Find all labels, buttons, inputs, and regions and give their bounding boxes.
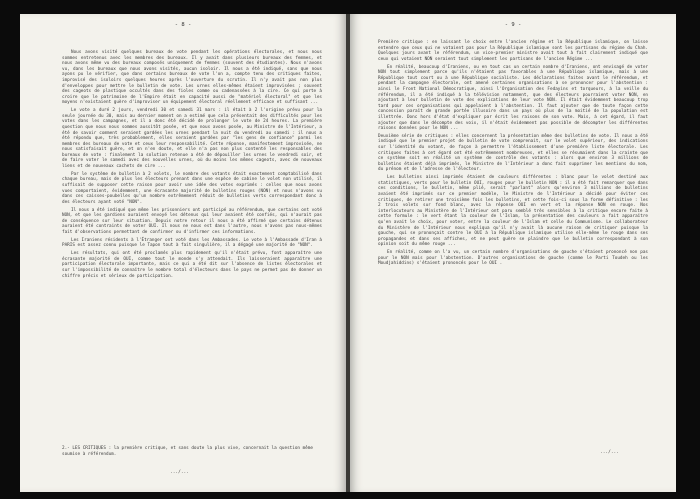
body-text [62,50,322,281]
page-number: - 9 - [504,22,522,28]
paragraph: Première critique : en laissant le choix entre l'ancien régime et la République islamique, on laisse entendre que ceux qui ne votaient pas pour la République islamique sont les partisans du régime du Chah. Quelques jours avant le référendum, un vice-premier ministre avait tout à fait clairement indiqué que ceux qui votaient NON seraient tout simplement les partisans de l'ancien Régime ... [378,40,648,62]
paragraph: Le vote a duré 2 jours, vendredi 30 et samedi 31 mars : il était à 2 l'origine prévu pour la seule journée du 30, mais au dernier moment on a estimé que cela présentait des difficultés pour les votes dans les campagnes, et il a donc été décidé de prolonger le vote de 24 heures. La première question que nous nous sommes aussitôt posée, et que nous avons posée, au Ministre de l'Intérieur, a été de savoir comment seraient gardées les urnes pendant la nuit du vendredi au samedi : il nous a été répondu que, très probablement, elles seraient gardées par "les gens de confiance" parmi les membres des bureaux de vote et ceux leur responsabilité. Cette réponse, manifestement improvisée, ne nous satisfaisait guère, et on n'en doute, et elle n'a pas non plus contenté les responsables des bureaux de vote : finalement la solution retenue a été de dépouiller les urnes le vendredi soir, et de faire voter le samedi avec des nouvelles urnes, où du moins les mêmes cageots, avec de nouveaux liens et de nouveaux cachets de cire ... [62,108,322,170]
open-book [20,14,676,492]
continuation-mark: .../... [170,470,189,475]
left-page [20,14,346,492]
paragraph: Nous avons visité quelques bureaux de vote pendant les opérations électorales, et nous nous sommes entretenus avec les membres des bureaux. Il y avait dans plusieurs bureaux des femmes, et nous avons même vu des bureaux composés uniquement de femmes (souvent des étudiantes). Nous n'avons vu, dans les bureaux que nous avons visités, aucun isoloir. Il nous a été indiqué, sans que nous ayons pu le vérifier, que dans certains bureaux de vote l'on a, compte tenu des critiques faites, improvisé des isoloirs quelques heures après l'ouverture du scrutin. Il n'y avait pas non plus d'enveloppes pour mettre le bulletin de vote. Les urnes elles-mêmes étaient improvisées ; souvent des cageots de plastique occultés dans des fioles comme ou cadenassées à la cire. Ce qui porte à croire que le patrimoine de l'Empire était en capacité aussi de "matériel électoral" et que les moyens n'existaient guère d'improviser un équipement électoral réellement efficace et suffisant ... [62,50,322,106]
page-number: - 8 - [174,22,192,28]
paragraph: Les résultats, qui ont été proclamés plus rapidement qu'il n'était prévu, font apparaître une écrasante majorité de OUI, comme tout le monde s'y attendait. Ils laisseraient apparaître une participation électorale importante, mais ce qui a été dit sur l'absence de listes électorales et sur l'impossibilité de connaître le nombre total d'électeurs dans le pays ne permet pas de donner un chiffre précis et sérieux de participation. [62,251,322,279]
paragraph: Deuxième série de critiques : elles concernent la présentation même des bulletins de vote. Il nous a été indiqué que le premier projet de bulletin de vote comprenait, sur le volet supérieur, des indications sur l'identité du votant, de façon à permettre l'établissement d'une première liste électorale. Les critiques faites à cet égard ont été extrêmement nombreuses, et elles se résumaient dans la crainte que ce système soit en réalité un système de contrôle des votants : alors que environ 3 millions de bulletins étaient déjà imprimés, le Ministre de l'Intérieur a donc fait supprimer les mentions du nom, du prénom et de l'adresse de l'électeur. [378,133,648,173]
paragraph: Par le système de bulletin à 2 volets, le nombre des votants était exactement comptabilisé dans chaque bureau, mais de plus les électeurs prenant dans une espèce de cabine le volet non utilisé, il suffisait de supposer cette raison pour avoir une idée des votes exprimés : celles que nous avons vues comportaient, évidemment, une écrasante majorité de bulletins rouges (NON) et nous n'avons vu dans ces caisses-poubelles qu'un nombre extrêmement réduit de bulletins verts correspondant donc à des électeurs ayant voté "NON". [62,171,322,205]
body-text [378,40,648,269]
section-heading: 2.- LES CRITIQUES : la première critique, et sans doute la plus vive, concernait la question même soumise à référendum. [62,446,313,457]
paragraph: Les bulletins ainsi imprimés étaient de couleurs différentes : blanc pour le volet destiné aux statistiques, verts pour le bulletin OUI, rouges pour le bulletin NON : il a été fait remarquer que dans ces conditions, le bulletin, même plié, serait "parlant" alors qu'environ 3 millions de bulletins avaient été imprimés sur ce premier modèle, le Ministre de l'Intérieur a décidé pour éviter ces critiques, de retirer une troisième fois les bulletins, et cette fois-ci sous la forme définitive : les 2 trois volets sur fond blanc, avec la réponse OUI en vert et la réponse NON en rouge. Nos interlocuteurs au Ministère de l'Intérieur ont paru semblé très sensibles à la critique encore faite à cette formule : le vert étant la couleur de l'Islam, la présentation des couleurs a fait apparaître qu'en avait le choix, pour voter, entre la couleur de l'Islam et celle du Communisme. Le collaborateur du Ministère de l'Intérieur nous expliqua qu'il n'y avait là aucune raison de critiquer puisque la gauche, qui se prononçait contre le OUI à la République islamique utilise elle-même le rouge dans ses propagandes et dans ses affiches, et ne peut guère se plaindre que le bulletin correspondant à son opinion soit du même rouge ... [378,175,648,248]
continuation-mark: .../... [600,450,619,455]
right-page [350,14,676,492]
paragraph: En réalité, comme on l'a vu, un certain nombre d'organisations de gauche s'étaient prononcé non pas pour le NON mais pour l'abstention. D'autres organisations de gauche (comme le Parti Toudeh ou les Moudjahiddins) s'étaient prononcés pour le OUI . [378,250,648,267]
paragraph: Il nous a été indiqué que même les prisonniers ont participé au référendum, que certains ont voté NON, et que les gardiens auraient envoyé les détenus qui leur avaient été confiés, qui n'aurait pas de conséquence sur leur situation. Depuis notre retour il nous a été affirmé que certains détenus auraient été contraints de voter OUI. Il nous ne nous est dans l'autre, nous n'avons pas nous-mêmes fait d'observations permettant de confirmer ou d'infirmer ces informations. [62,207,322,235]
paragraph: En réalité, beaucoup d'Iraniens, ou en tout cas un certain nombre d'Iraniens, ont envisagé de voter NON tout simplement parce qu'ils n'étaient pas favorables à une République islamique, mais à une République tout court ou à une République socialiste. Les déclarations faites avant le référendum, et pendant la campagne électorale, ont amené certaines organisations à se prononcer pour l'abstention : ainsi le Front National Démocratique, ainsi l'Organisation des Fedayins et torqueurs, à la veille du référendum, il a été indiqué à la télévision notamment, que des électeurs pourraient voter NON, en ajoutant à leur bulletin de vote des explications de leur vote NON. Il était évidemment beaucoup trop tard pour ces organisations qui appelaient à l'abstention. Il faut ajouter que de toute façon cette concession paraît de grande portée illusoire dans un pays où plus de la moitié de la population est illettrée. Donc hors d'état d'expliquer par écrit les raisons de son vote. Mais, à cet égard, il faut ajouter que dans le décompte des voix, il n'était évidemment pas possible de décompter les différentes raisons données pour le NON ... [378,64,648,132]
paragraph: Les Iraniens résidents à l'Étranger ont voté dans les Ambassades. Le vote à l'Ambassade d'Iran à PARIS est assez connu puisque le Tapon tout à fait singulière, il a dégagé une majorité de "NON". [62,237,322,249]
